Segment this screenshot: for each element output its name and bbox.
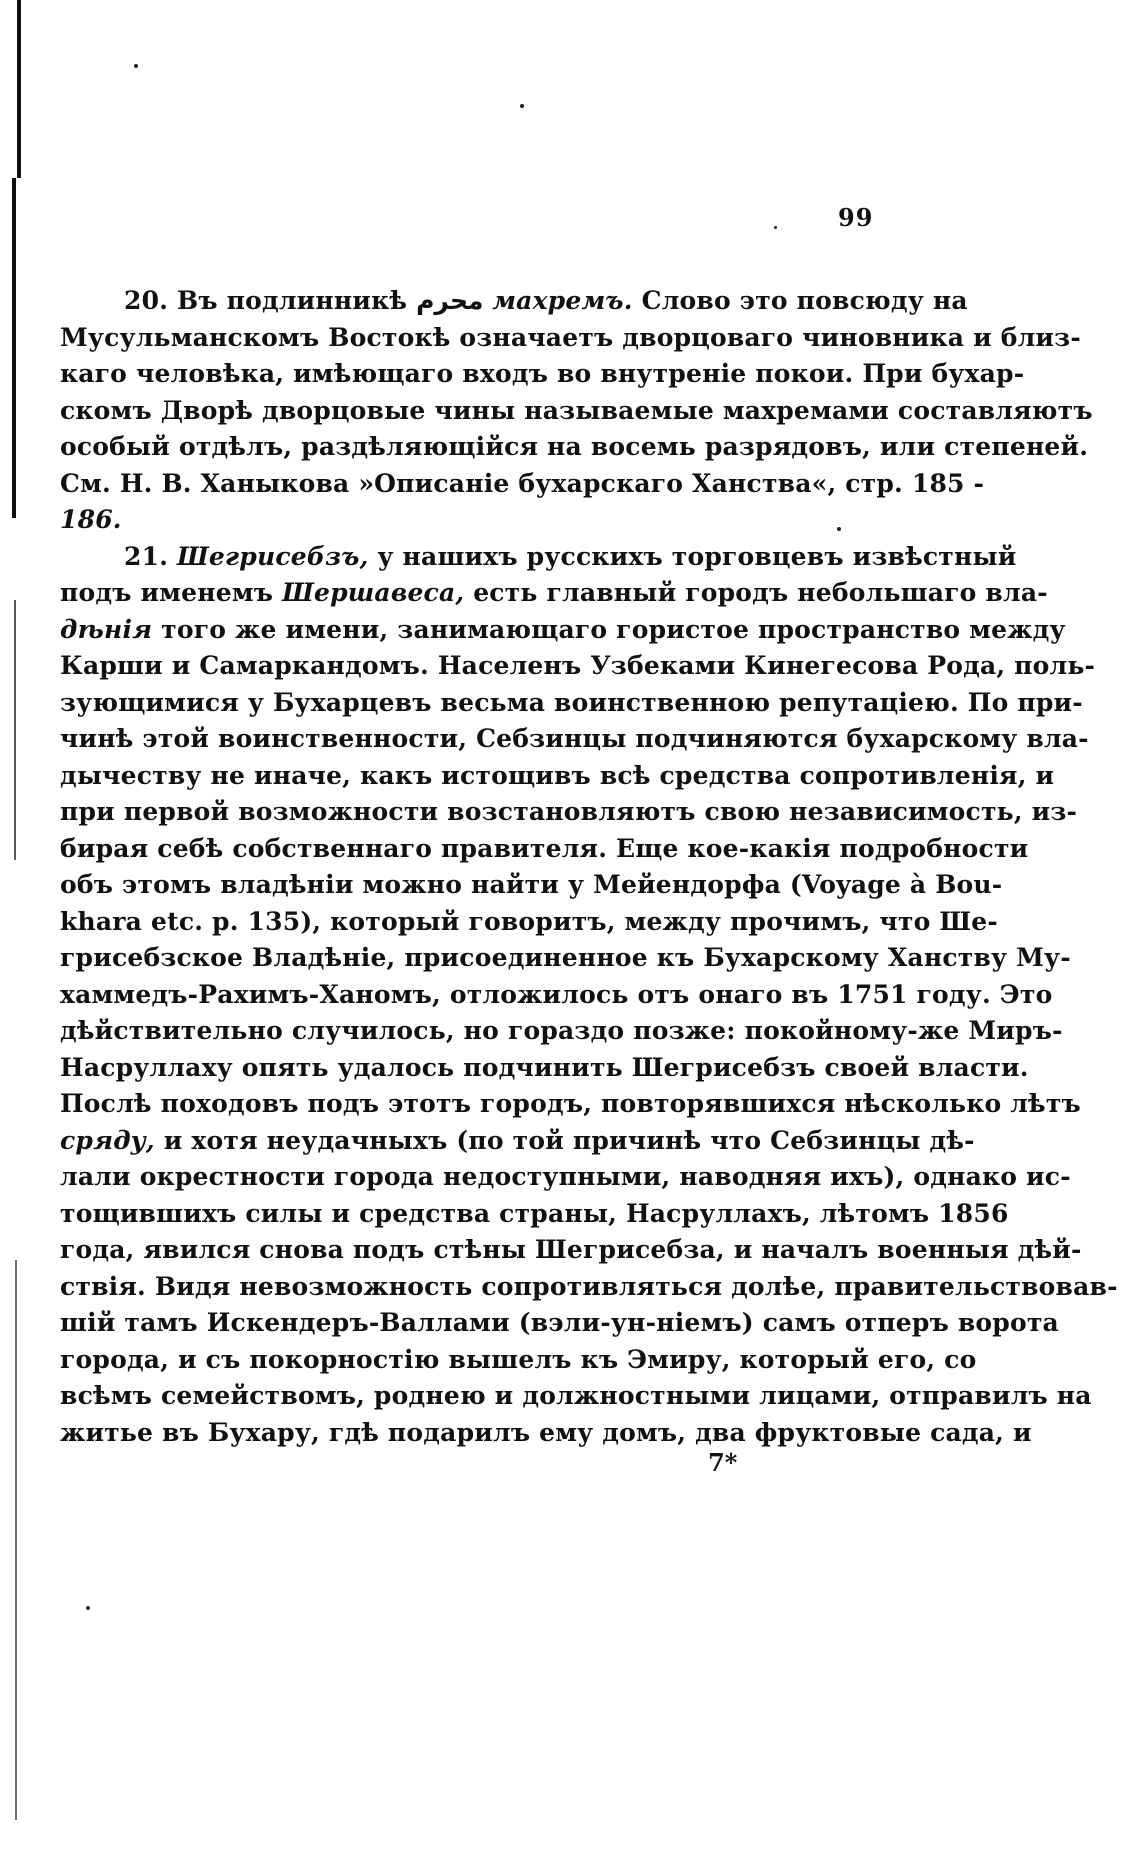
note-21-line-14: дѣйствительно случилось, но гораздо позже: покойному-же Миръ- — [60, 1016, 1063, 1045]
scan-speck — [774, 226, 777, 229]
note-21-line-25: житье въ Бухару, гдѣ подарилъ ему домъ, два фруктовые сада, и — [60, 1417, 1032, 1447]
note-21-line-22: шій тамъ Искендеръ-Валлами (вэли-ун-ніемъ) самъ отперъ ворота — [60, 1308, 1059, 1337]
note-20-line-6: См. Н. В. Ханыкова »Описаніе бухарскаго Ханства«, стр. 185 - — [60, 468, 985, 498]
note-20-line-1: 20. Въ подлинникѣ محرم махремъ. Слово это повсюду на — [124, 286, 968, 315]
note-21-label: 21. — [124, 541, 169, 571]
scan-edge-line-low — [14, 600, 16, 860]
scan-edge-line-bottom — [15, 1260, 17, 1820]
scan-speck — [520, 104, 524, 108]
scan-edge-line-mid — [12, 178, 16, 518]
note-21-line-20: года, явился снова подъ стѣны Шегрисебза, и началъ военныя дѣй- — [60, 1235, 1082, 1264]
note-21-line-23: города, и съ покорностію вышелъ къ Эмиру, который его, со — [60, 1344, 977, 1374]
note-20-line-3: каго человѣка, имѣющаго входъ во внутреніе покои. При бухар- — [60, 359, 1025, 388]
note-21-line-10: объ этомъ владѣніи можно найти у Мейендорфа (Voyage à Bou- — [60, 870, 1003, 899]
note-21-line-15: Насруллаху опять удалось подчинить Шегрисебзъ своей власти. — [60, 1052, 1029, 1082]
note-20-line-2: Мусульманскомъ Востокѣ означаетъ дворцоваго чиновника и близ- — [60, 322, 1081, 352]
note-21-line-5: зующимися у Бухарцевъ весьма воинственною репутаціею. По при- — [60, 687, 1083, 717]
note-21-line-2: подъ именемъ Шершавеса, есть главный городъ небольшаго вла- — [60, 578, 1048, 607]
arabic-word: محرم — [416, 286, 484, 315]
note-21-line-24: всѣмъ семействомъ, роднею и должностными лицами, отправилъ на — [60, 1381, 1092, 1410]
note-21-line-9: бирая себѣ собственнаго правителя. Еще кое-какія подробности — [60, 833, 1029, 863]
note-21-line-1: 21. Шегрисебзъ, у нашихъ русскихъ торговцевъ извѣстный — [124, 541, 1017, 571]
scan-speck — [134, 64, 138, 68]
notes-text — [60, 283, 1118, 1451]
note-21-line-19: тощившихъ силы и средства страны, Насруллахъ, лѣтомъ 1856 — [60, 1198, 1009, 1228]
note-21-line-4: Карши и Самаркандомъ. Населенъ Узбеками Кинегесова Рода, поль- — [60, 651, 1096, 680]
note-21-line-12: грисебзское Владѣніе, присоединенное къ Бухарскому Ханству Му- — [60, 943, 1071, 972]
note-20-line-4: скомъ Дворѣ дворцовые чины называемые махремами составляютъ — [60, 395, 1093, 425]
note-21-line-13: хаммедъ-Рахимъ-Ханомъ, отложилось отъ онаго въ 1751 году. Это — [60, 979, 1053, 1009]
signature-mark: 7* — [708, 1448, 738, 1477]
note-20-line-7: 186. — [60, 505, 122, 534]
note-20-line-5: особый отдѣлъ, раздѣляющійся на восемь разрядовъ, или степеней. — [60, 432, 1089, 461]
note-21-line-6: чинѣ этой воинственности, Себзинцы подчиняются бухарскому вла- — [60, 724, 1089, 753]
scan-edge-line-top — [17, 0, 21, 178]
note-21-line-8: при первой возможности возстановляютъ свою независимость, из- — [60, 797, 1078, 826]
note-21-line-7: дычеству не иначе, какъ истощивъ всѣ средства сопротивленія, и — [60, 760, 1055, 790]
note-21-line-21: ствія. Видя невозможность сопротивляться долѣе, правительствовав- — [60, 1271, 1118, 1301]
note-21-line-11: khara etc. p. 135), который говоритъ, между прочимъ, что Ше- — [60, 906, 998, 936]
note-21-line-16: Послѣ походовъ подъ этотъ городъ, повторявшихся нѣсколько лѣтъ — [60, 1089, 1081, 1118]
note-21-line-3: дѣнія того же имени, занимающаго гористое пространство между — [60, 614, 1066, 644]
page-number: 99 — [838, 203, 874, 232]
scan-speck — [86, 1606, 90, 1610]
note-21-line-17: сряду, и хотя неудачныхъ (по той причинѣ что Себзинцы дѣ- — [60, 1125, 975, 1155]
note-20-label: 20. — [124, 286, 169, 315]
note-21-line-18: лали окрестности города недоступными, наводняя ихъ), однако ис- — [60, 1162, 1071, 1191]
